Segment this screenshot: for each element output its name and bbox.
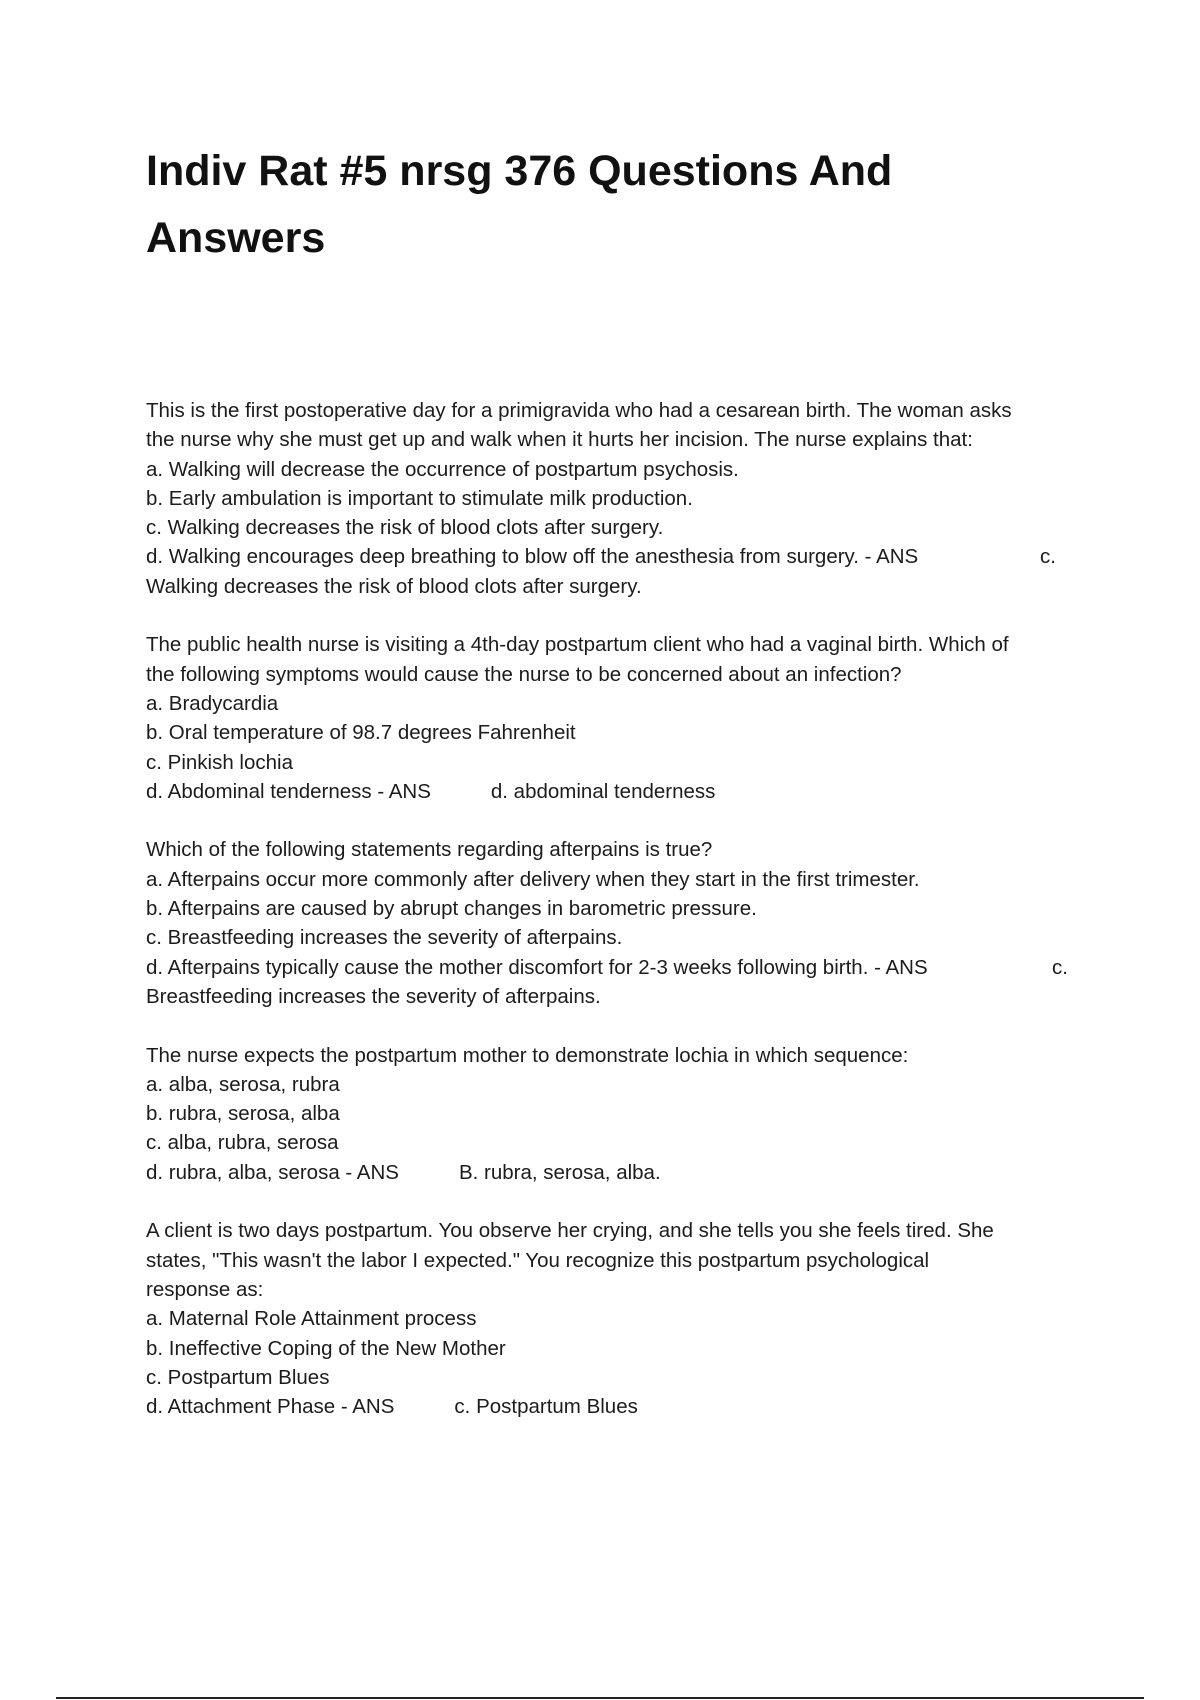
question-stem-line: Which of the following statements regarding afterpains is true? [146, 838, 713, 862]
answer-option: d. Walking encourages deep breathing to blow off the anesthesia from surgery. - ANS [146, 545, 919, 569]
answer-option: b. Early ambulation is important to stimulate milk production. [146, 486, 693, 510]
correct-answer-text: Walking decreases the risk of blood clots after surgery. [146, 574, 642, 598]
answer-option-last [146, 1392, 1106, 1421]
correct-answer-text: d. abdominal tenderness [490, 779, 716, 803]
correct-answer-letter: c. [1040, 545, 1056, 569]
qa-list [146, 396, 1106, 1451]
answer-option: d. rubra, alba, serosa - ANS [146, 1160, 399, 1184]
question-stem-line: A client is two days postpartum. You observe her crying, and she tells you she feels tired. She [146, 1219, 994, 1243]
answer-option: d. Abdominal tenderness - ANS [146, 779, 431, 803]
answer-option: d. Afterpains typically cause the mother discomfort for 2-3 weeks following birth. - ANS [146, 955, 928, 979]
answer-option: c. Walking decreases the risk of blood clots after surgery. [146, 516, 664, 540]
answer-option: b. Ineffective Coping of the New Mother [146, 1336, 506, 1360]
question-block-4 [146, 1041, 1106, 1187]
correct-answer-text: B. rubra, serosa, alba. [458, 1160, 661, 1184]
answer-option: c. Postpartum Blues [146, 1365, 330, 1389]
answer-option: d. Attachment Phase - ANS [146, 1395, 395, 1419]
question-block-3 [146, 835, 1106, 1011]
answer-option-last [146, 777, 1106, 806]
answer-option-last [146, 953, 1106, 982]
answer-option: a. Afterpains occur more commonly after delivery when they start in the first trimester. [146, 867, 920, 891]
question-stem-line: The nurse expects the postpartum mother to demonstrate lochia in which sequence: [146, 1043, 909, 1067]
answer-option: a. Bradycardia [146, 691, 279, 715]
question-block-2 [146, 630, 1106, 806]
footer-divider [56, 1697, 1144, 1699]
answer-option-last [146, 542, 1106, 571]
title-line: Answers [146, 214, 326, 262]
question-stem-line: response as: [146, 1277, 264, 1301]
correct-answer-text: c. Postpartum Blues [454, 1395, 638, 1419]
answer-option: a. Walking will decrease the occurrence of postpartum psychosis. [146, 457, 739, 481]
correct-answer-letter: c. [1052, 955, 1068, 979]
correct-answer-text: Breastfeeding increases the severity of afterpains. [146, 984, 601, 1008]
answer-option: b. Oral temperature of 98.7 degrees Fahrenheit [146, 721, 576, 745]
answer-option-last [146, 1158, 1106, 1187]
answer-option: c. Pinkish lochia [146, 750, 293, 774]
page-title [146, 138, 1046, 272]
question-stem-line: the nurse why she must get up and walk when it hurts her incision. The nurse explains that: [146, 428, 973, 452]
answer-option: c. Breastfeeding increases the severity of afterpains. [146, 926, 623, 950]
answer-option: b. Afterpains are caused by abrupt changes in barometric pressure. [146, 897, 757, 921]
question-stem-line: This is the first postoperative day for a primigravida who had a cesarean birth. The woman asks [146, 399, 1012, 422]
answer-option: a. Maternal Role Attainment process [146, 1307, 477, 1331]
answer-option: c. alba, rubra, serosa [146, 1131, 339, 1155]
question-stem-line: states, "This wasn't the labor I expected." You recognize this postpartum psychological [146, 1248, 930, 1272]
question-block-5 [146, 1216, 1106, 1421]
question-stem-line: The public health nurse is visiting a 4th-day postpartum client who had a vaginal birth. Which of [146, 633, 1009, 657]
answer-option: a. alba, serosa, rubra [146, 1072, 340, 1096]
title-line: Indiv Rat #5 nrsg 376 Questions And [146, 147, 893, 195]
answer-option: b. rubra, serosa, alba [146, 1102, 340, 1126]
question-block-1 [146, 396, 1106, 601]
question-stem-line: the following symptoms would cause the nurse to be concerned about an infection? [146, 662, 902, 686]
